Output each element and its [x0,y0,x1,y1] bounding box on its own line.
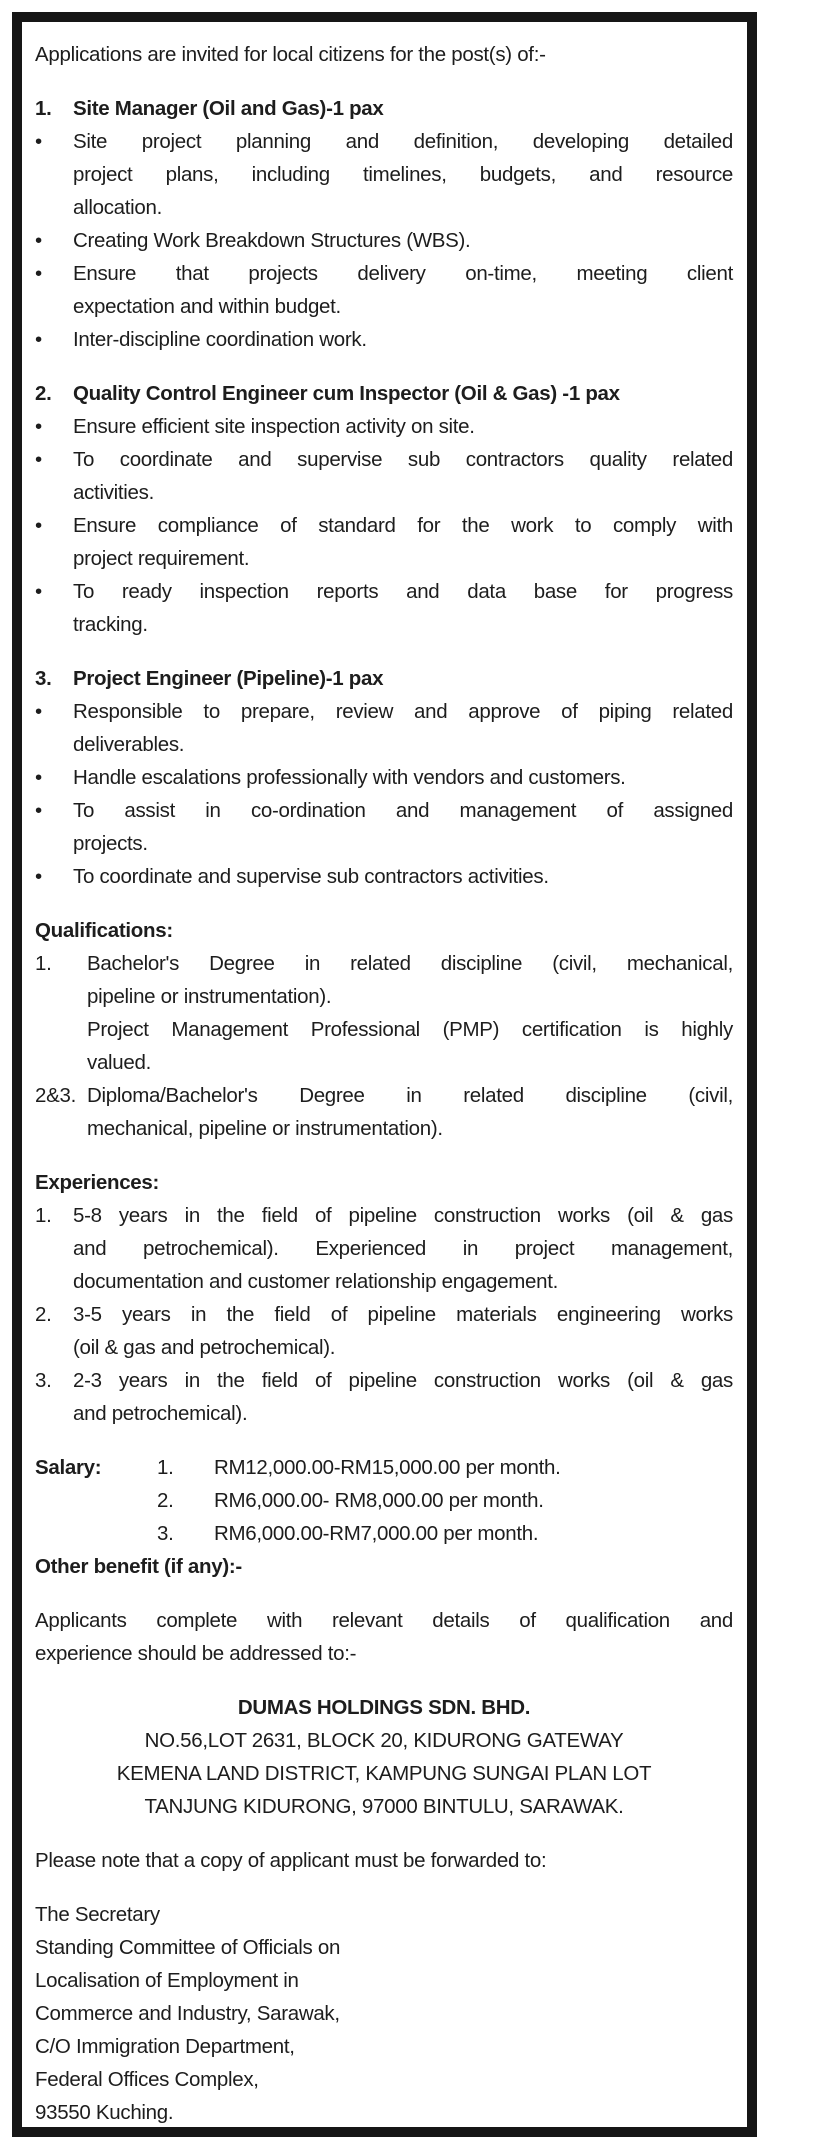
position-2-number: 2. [35,382,52,405]
experience-line: 2-3 years in the field of pipeline construction works (oil & gas [73,1369,733,1392]
bullet-line: To coordinate and supervise sub contractors activities. [73,865,549,888]
bullet-line: deliverables. [73,733,185,756]
bullet-item [35,443,733,509]
bullet-line: Inter-discipline coordination work. [73,328,367,351]
qualification-line: Bachelor's Degree in related discipline (civil, mechanical, [87,952,733,975]
position-section-2 [35,377,733,641]
bullet-line: Ensure efficient site inspection activity on site. [73,415,475,438]
bullet-item [35,410,733,443]
bullet-line: Site project planning and definition, developing detailed [73,130,733,153]
company-address-line: TANJUNG KIDURONG, 97000 BINTULU, SARAWAK. [144,1795,624,1818]
position-2-title: Quality Control Engineer cum Inspector (Oil & Gas) -1 pax [73,382,620,405]
experience-line: 3-5 years in the field of pipeline materials engineering works [73,1303,733,1326]
salary-item-label: 1. [157,1456,174,1479]
bullet-item [35,257,733,323]
salary-row [35,1517,733,1550]
position-2-heading [35,377,733,410]
bullet-item [35,575,733,641]
bullet-marker: • [35,514,42,537]
experience-label: 1. [35,1204,52,1227]
position-1-heading [35,92,733,125]
bullet-line: project plans, including timelines, budgets, and resource [73,163,733,186]
bullet-line: projects. [73,832,148,855]
salary-section [35,1451,733,1550]
bullet-line: allocation. [73,196,163,219]
bullet-line: Handle escalations professionally with vendors and customers. [73,766,626,789]
other-benefit-heading: Other benefit (if any):- [35,1555,242,1578]
experience-line: documentation and customer relationship engagement. [73,1270,558,1293]
experience-item [35,1364,733,1430]
salary-item-label: 3. [157,1522,174,1545]
bullet-item [35,761,733,794]
company-address-line: KEMENA LAND DISTRICT, KAMPUNG SUNGAI PLAN LOT [116,1762,652,1785]
bullet-line: To coordinate and supervise sub contractors quality related [73,448,733,471]
qualification-line: mechanical, pipeline or instrumentation). [87,1117,443,1140]
qualification-line: Project Management Professional (PMP) certification is highly [87,1018,733,1041]
bullet-item [35,794,733,860]
bullet-item [35,695,733,761]
experience-item [35,1298,733,1364]
bullet-item [35,323,733,356]
recipient-line: Localisation of Employment in [35,1969,299,1992]
recipient-line: C/O Immigration Department, [35,2035,295,2058]
qualifications-heading: Qualifications: [35,919,173,942]
forward-note: Please note that a copy of applicant must be forwarded to: [35,1849,547,1872]
position-3-title: Project Engineer (Pipeline)-1 pax [73,667,384,690]
experience-label: 2. [35,1303,52,1326]
bullet-line: Ensure compliance of standard for the work to comply with [73,514,733,537]
recipient-line: The Secretary [35,1903,160,1926]
position-1-title: Site Manager (Oil and Gas)-1 pax [73,97,384,120]
bullet-marker: • [35,448,42,471]
experiences-section [35,1166,733,1430]
bullet-line: expectation and within budget. [73,295,341,318]
salary-item-text: RM6,000.00- RM8,000.00 per month. [214,1489,544,1512]
salary-item-label: 2. [157,1489,174,1512]
qualification-line: Diploma/Bachelor's Degree in related discipline (civil, [87,1084,733,1107]
qualifications-section [35,914,733,1145]
position-3-number: 3. [35,667,52,690]
apply-note [35,1604,733,1670]
recipient-line: 93550 Kuching. [35,2101,174,2124]
bullet-marker: • [35,415,42,438]
salary-row [35,1451,733,1484]
recipient-line: Standing Committee of Officials on [35,1936,341,1959]
qualification-item [35,947,733,1079]
position-section-1 [35,92,733,356]
bullet-marker: • [35,580,42,603]
salary-item-text: RM6,000.00-RM7,000.00 per month. [214,1522,539,1545]
position-3-heading [35,662,733,695]
company-address-line: NO.56,LOT 2631, BLOCK 20, KIDURONG GATEWAY [144,1729,624,1752]
bullet-marker: • [35,700,42,723]
advert-border-frame [12,12,757,2137]
bullet-marker: • [35,328,42,351]
salary-heading: Salary: [35,1456,102,1479]
apply-note-line: Applicants complete with relevant details of qualification and [35,1609,733,1632]
experience-line: and petrochemical). [73,1402,248,1425]
bullet-marker: • [35,799,42,822]
experience-item [35,1199,733,1298]
company-name: DUMAS HOLDINGS SDN. BHD. [237,1696,531,1719]
recipient-block [35,1898,733,2129]
recipient-line: Federal Offices Complex, [35,2068,259,2091]
bullet-line: To ready inspection reports and data base for progress [73,580,733,603]
bullet-item [35,860,733,893]
qualification-label: 1. [35,952,52,975]
qualification-item [35,1079,733,1145]
bullet-line: tracking. [73,613,148,636]
apply-note-line: experience should be addressed to:- [35,1642,357,1665]
position-section-3 [35,662,733,893]
qualification-line: valued. [87,1051,152,1074]
bullet-item [35,125,733,224]
position-1-number: 1. [35,97,52,120]
bullet-line: Ensure that projects delivery on-time, meeting client [73,262,733,285]
experience-line: 5-8 years in the field of pipeline construction works (oil & gas [73,1204,733,1227]
bullet-marker: • [35,865,42,888]
bullet-item [35,224,733,257]
salary-item-text: RM12,000.00-RM15,000.00 per month. [214,1456,561,1479]
bullet-item [35,509,733,575]
qualification-line: pipeline or instrumentation). [87,985,332,1008]
bullet-marker: • [35,130,42,153]
experience-line: (oil & gas and petrochemical). [73,1336,336,1359]
company-address-block [35,1691,733,1823]
intro-text: Applications are invited for local citizens for the post(s) of:- [35,43,546,66]
salary-row [35,1484,733,1517]
experience-line: and petrochemical). Experienced in project management, [73,1237,733,1260]
bullet-marker: • [35,229,42,252]
bullet-line: To assist in co-ordination and management of assigned [73,799,733,822]
bullet-line: project requirement. [73,547,250,570]
experience-label: 3. [35,1369,52,1392]
bullet-line: Responsible to prepare, review and approve of piping related [73,700,733,723]
qualification-label: 2&3. [35,1084,76,1107]
bullet-marker: • [35,262,42,285]
bullet-line: Creating Work Breakdown Structures (WBS). [73,229,471,252]
bullet-line: activities. [73,481,155,504]
recipient-line: Commerce and Industry, Sarawak, [35,2002,340,2025]
bullet-marker: • [35,766,42,789]
experiences-heading: Experiences: [35,1171,160,1194]
